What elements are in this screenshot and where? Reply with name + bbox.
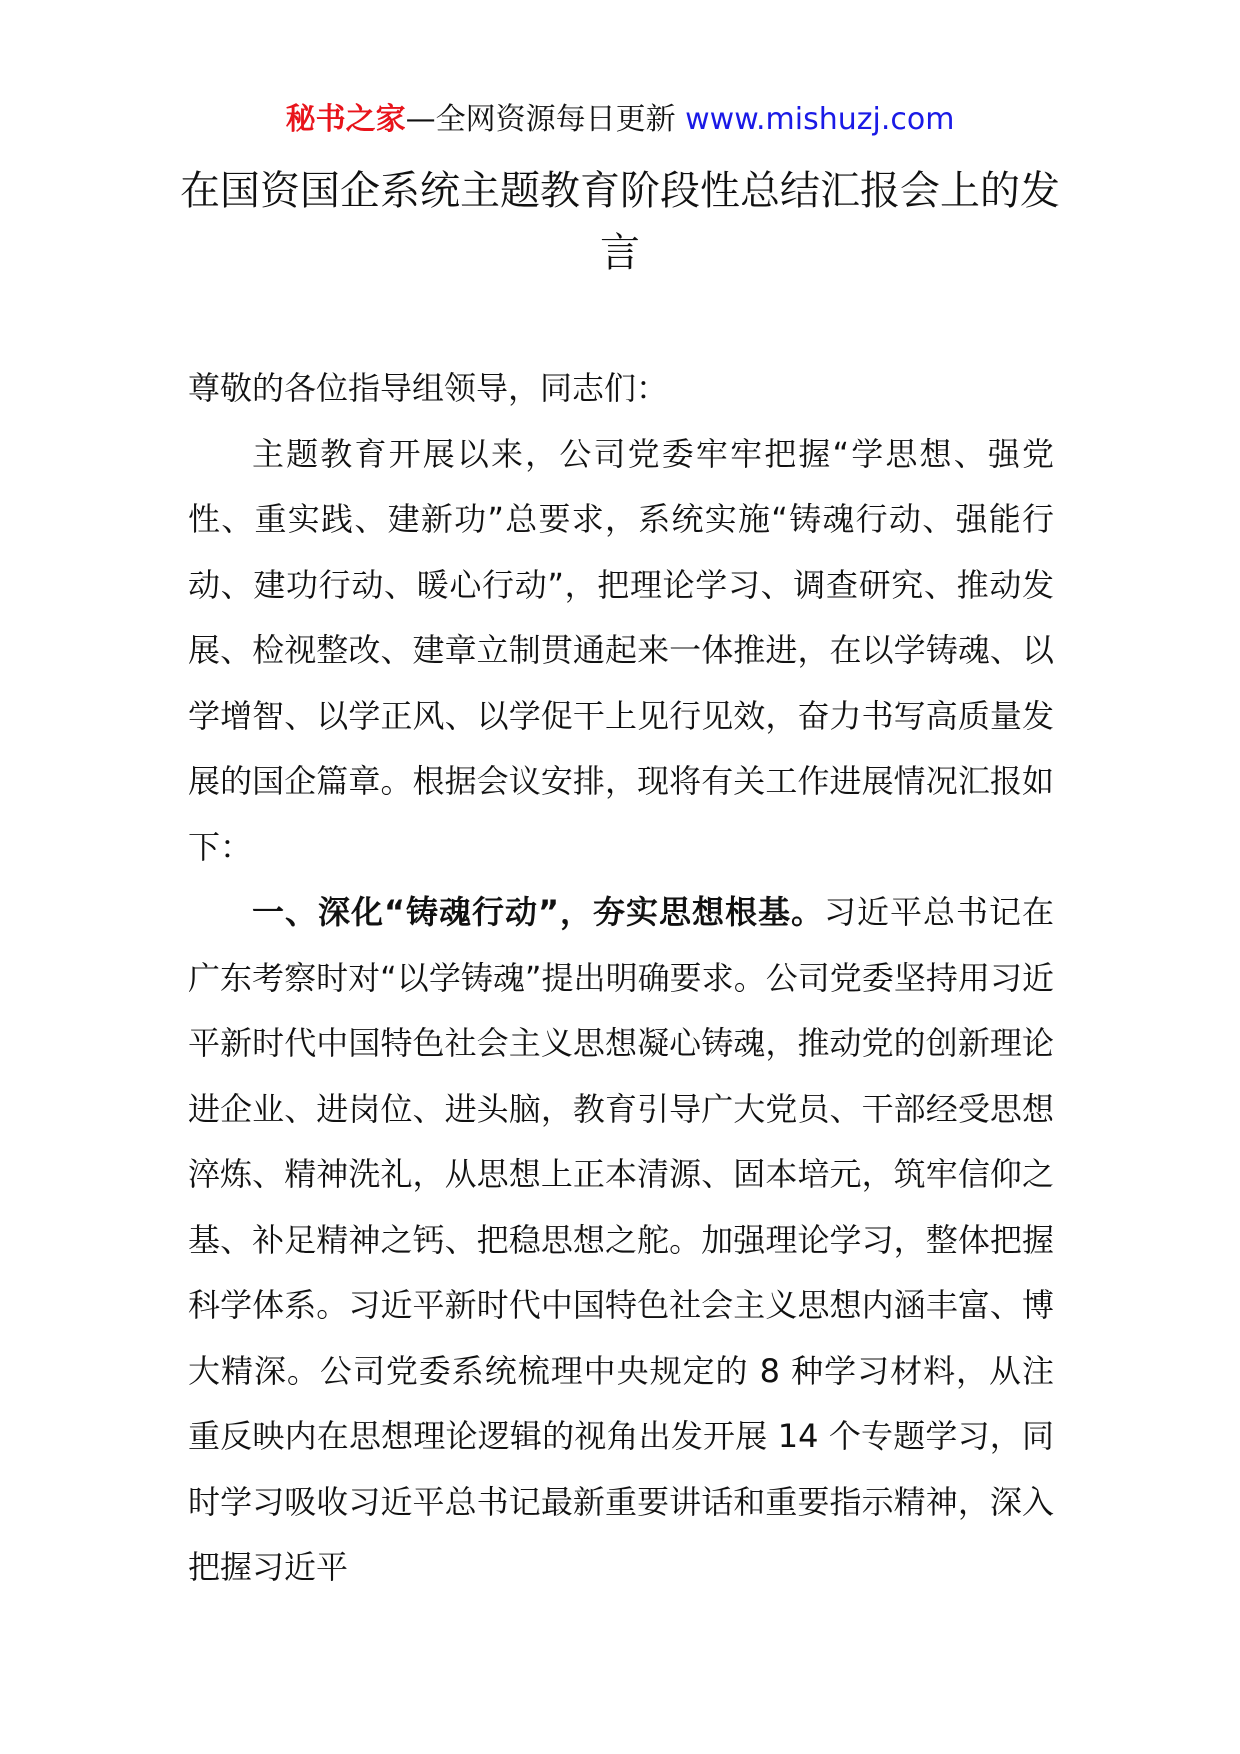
brand-name: 秘书之家 — [285, 102, 406, 137]
header-banner — [0, 100, 1240, 140]
section-1-paragraph — [188, 880, 1054, 1601]
document-title: 在国资国企系统主题教育阶段性总结汇报会上的发言 — [180, 168, 1060, 276]
intro-paragraph: 主题教育开展以来，公司党委牢牢把握“学思想、强党性、重实践、建新功”总要求，系统实施“铸魂行动、强能行动、建功行动、暖心行动”，把理论学习、调查研究、推动发展、检视整改、建章立制贯通起来一体推进，在以学铸魂、以学增智、以学正风、以学促干上见行见效，奋力书写高质量发展的国企篇章。根据会议安排，现将有关工作进展情况汇报如下： — [188, 434, 1054, 866]
site-url-link[interactable]: www.mishuzj.com — [685, 102, 955, 137]
section-1-text: 习近平总书记在广东考察时对“以学铸魂”提出明确要求。公司党委坚持用习近平新时代中国特色社会主义思想凝心铸魂，推动党的创新理论进企业、进岗位、进头脑，教育引导广大党员、干部经受思想淬炼、精神洗礼，从思想上正本清源、固本培元，筑牢信仰之基、补足精神之钙、把稳思想之舵。加强理论学习，整体把握科学体系。习近平新时代中国特色社会主义思想内涵丰富、博大精深。公司党委系统梳理中央规定的 8 种学习材料，从注重反映内在思想理论逻辑的视角出发开展 14 个专题学习，同时学习吸收习近平总书记最新重要讲话和重要指示精神，深入把握习近平 — [188, 893, 1054, 1586]
salutation: 尊敬的各位指导组领导，同志们： — [188, 369, 669, 407]
document-body — [188, 356, 1054, 1601]
banner-slogan: —全网资源每日更新 — [405, 102, 686, 137]
section-1-heading: 一、深化“铸魂行动”，夯实思想根基。 — [252, 893, 824, 931]
